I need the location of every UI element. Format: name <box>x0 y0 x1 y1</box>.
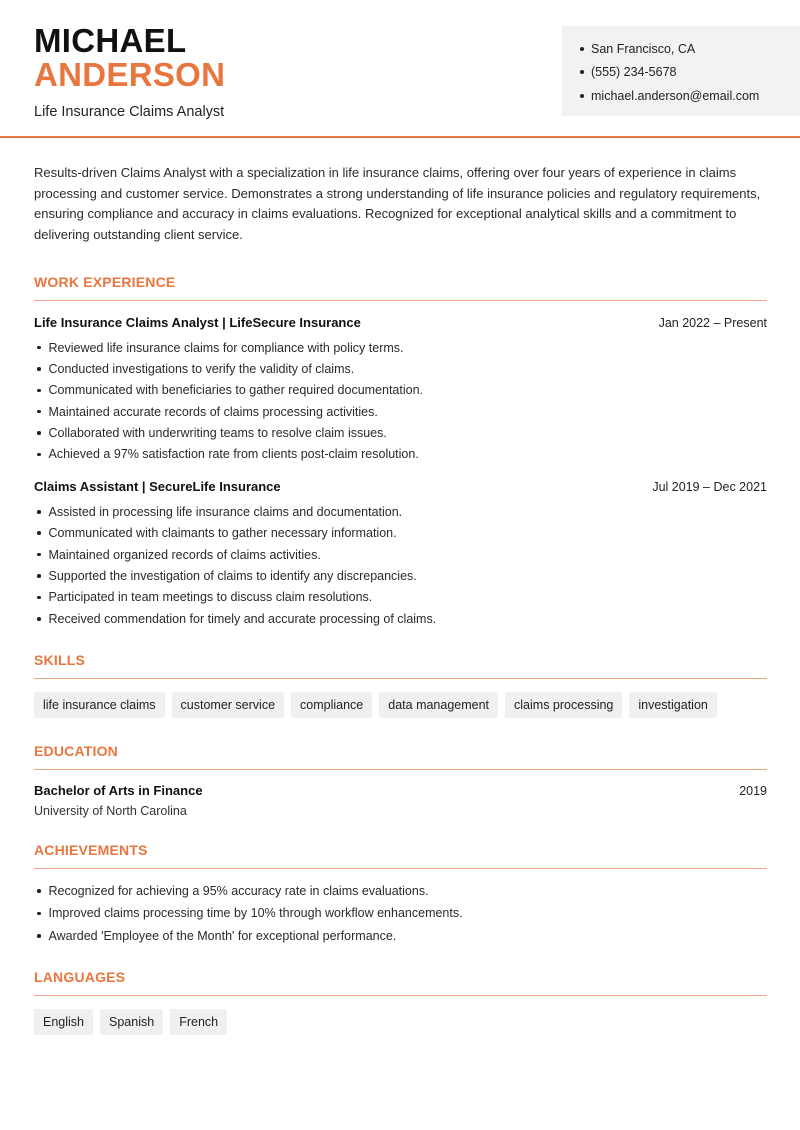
section-title-achievements: ACHIEVEMENTS <box>34 842 767 869</box>
bullet-icon <box>37 453 41 457</box>
language-tag: Spanish <box>100 1009 163 1035</box>
language-tag: English <box>34 1009 93 1035</box>
school-name: University of North Carolina <box>34 803 187 818</box>
languages-section <box>34 969 767 1035</box>
achievements-section <box>34 842 767 948</box>
job-entry <box>34 315 767 465</box>
section-title-skills: SKILLS <box>34 652 767 679</box>
list-item: Collaborated with underwriting teams to resolve claim issues. <box>34 422 767 443</box>
skill-tag: customer service <box>172 692 284 718</box>
bullet-icon <box>37 367 41 371</box>
skill-tag: data management <box>379 692 498 718</box>
job-bullets <box>34 501 767 629</box>
contact-box <box>562 26 800 116</box>
list-item: Received commendation for timely and accurate processing of claims. <box>34 608 767 629</box>
first-name: MICHAEL <box>34 22 187 59</box>
summary: Results-driven Claims Analyst with a specialization in life insurance claims, offering over four years of experience in claims processing and customer service. Demonstrates a strong understanding of life insurance policies and regulatory requirements, ensuring compliance and accuracy in claims evaluations. Recognized for exceptional analytical skills and a commitment to delivering outstanding client service. <box>34 165 761 243</box>
work-section <box>34 274 767 630</box>
bullet-icon <box>37 346 41 350</box>
contact-phone: (555) 234-5678 <box>580 61 800 85</box>
skill-tags <box>34 692 767 718</box>
list-item: Participated in team meetings to discuss claim resolutions. <box>34 587 767 608</box>
language-tags <box>34 1009 767 1035</box>
bullet-icon <box>37 617 41 621</box>
bullet-icon <box>37 553 41 557</box>
list-item: Assisted in processing life insurance claims and documentation. <box>34 501 767 522</box>
list-item: Awarded 'Employee of the Month' for exceptional performance. <box>34 925 767 948</box>
job-entry <box>34 479 767 629</box>
contact-email: michael.anderson@email.com <box>580 84 800 108</box>
bullet-icon <box>37 389 41 393</box>
list-item: Achieved a 97% satisfaction rate from clients post-claim resolution. <box>34 444 767 465</box>
section-title-education: EDUCATION <box>34 743 767 770</box>
skill-tag: compliance <box>291 692 372 718</box>
education-section <box>34 743 767 818</box>
job-dates: Jul 2019 – Dec 2021 <box>652 480 767 495</box>
job-role: Life Insurance Claims Analyst <box>34 104 225 120</box>
bullet-icon <box>37 431 41 435</box>
list-item: Improved claims processing time by 10% through workflow enhancements. <box>34 902 767 925</box>
bullet-icon <box>37 410 41 414</box>
bullet-icon <box>580 94 584 98</box>
bullet-icon <box>37 574 41 578</box>
section-title-work: WORK EXPERIENCE <box>34 274 767 301</box>
bullet-icon <box>37 889 41 893</box>
last-name: ANDERSON <box>34 56 226 93</box>
skills-section <box>34 652 767 718</box>
name-block <box>34 24 225 120</box>
list-item: Reviewed life insurance claims for compliance with policy terms. <box>34 337 767 358</box>
bullet-icon <box>37 596 41 600</box>
bullet-icon <box>37 912 41 916</box>
job-title: Life Insurance Claims Analyst | LifeSecure Insurance <box>34 314 361 330</box>
resume-body <box>34 163 767 1035</box>
list-item: Communicated with beneficiaries to gather required documentation. <box>34 380 767 401</box>
list-item: Recognized for achieving a 95% accuracy rate in claims evaluations. <box>34 880 767 903</box>
list-item: Communicated with claimants to gather necessary information. <box>34 523 767 544</box>
list-item: Supported the investigation of claims to identify any discrepancies. <box>34 565 767 586</box>
list-item: Maintained accurate records of claims processing activities. <box>34 401 767 422</box>
skill-tag: life insurance claims <box>34 692 165 718</box>
bullet-icon <box>580 47 584 51</box>
degree: Bachelor of Arts in Finance <box>34 782 203 798</box>
achievement-list <box>34 880 767 948</box>
section-title-languages: LANGUAGES <box>34 969 767 996</box>
list-item: Maintained organized records of claims activities. <box>34 544 767 565</box>
list-item: Conducted investigations to verify the validity of claims. <box>34 358 767 379</box>
bullet-icon <box>37 510 41 514</box>
bullet-icon <box>580 70 584 74</box>
skill-tag: claims processing <box>505 692 622 718</box>
job-bullets <box>34 337 767 465</box>
graduation-year: 2019 <box>739 783 767 798</box>
contact-location: San Francisco, CA <box>580 37 800 61</box>
language-tag: French <box>170 1009 227 1035</box>
job-title: Claims Assistant | SecureLife Insurance <box>34 479 281 495</box>
bullet-icon <box>37 934 41 938</box>
job-dates: Jan 2022 – Present <box>658 315 767 330</box>
skill-tag: investigation <box>629 692 717 718</box>
bullet-icon <box>37 531 41 535</box>
resume-header <box>0 0 800 138</box>
